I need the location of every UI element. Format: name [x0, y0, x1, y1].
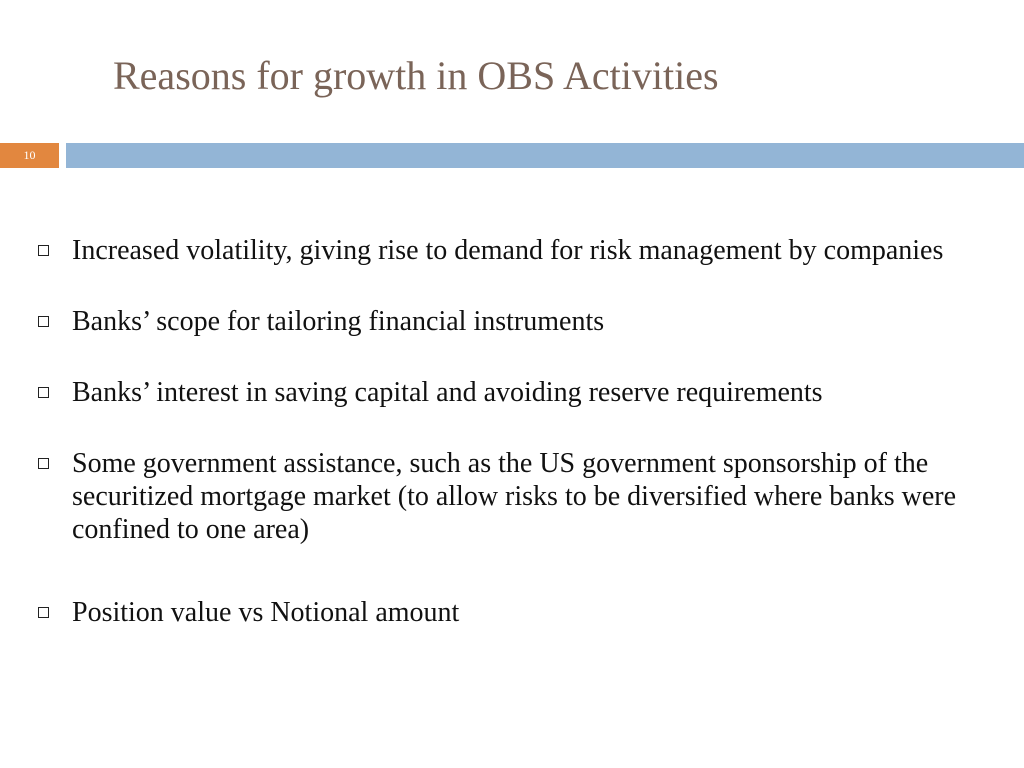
bullet-text: Banks’ scope for tailoring financial instruments [72, 306, 605, 337]
bullet-item [38, 305, 998, 338]
bullet-text: Position value vs Notional amount [72, 597, 460, 628]
bullet-item [38, 447, 998, 546]
bullet-list [38, 234, 998, 667]
bullet-item [38, 596, 998, 629]
bullet-text: Increased volatility, giving rise to demand for risk management by companies [72, 235, 944, 266]
bullet-item [38, 234, 998, 267]
square-bullet-icon [38, 316, 49, 327]
square-bullet-icon [38, 607, 49, 618]
bullet-text: Banks’ interest in saving capital and avoiding reserve requirements [72, 377, 823, 408]
bullet-text: Some government assistance, such as the US government sponsorship of the securitized mortgage market (to allow risks to be diversified where banks were confined to one area) [72, 448, 957, 545]
square-bullet-icon [38, 387, 49, 398]
slide-title: Reasons for growth in OBS Activities [113, 53, 719, 98]
square-bullet-icon [38, 245, 49, 256]
square-bullet-icon [38, 458, 49, 469]
slide-number: 10 [0, 143, 59, 168]
header-band [66, 143, 1024, 168]
bullet-item [38, 376, 998, 409]
